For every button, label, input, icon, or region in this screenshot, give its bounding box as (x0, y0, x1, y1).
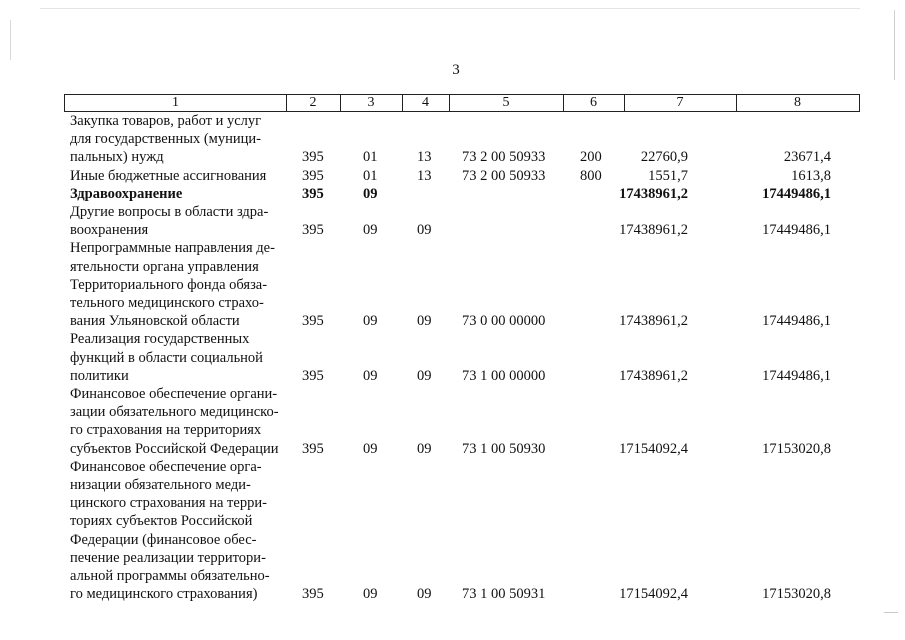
cell-c3: 09 (363, 440, 378, 457)
row-name-line: тельного медицинского страхо- (70, 295, 264, 311)
cell-c4: 13 (417, 149, 432, 166)
row-name-line: для государственных (муници- (70, 131, 261, 148)
cell-c7: 17438961,2 (619, 222, 688, 239)
row-name (70, 167, 282, 185)
row-name-line: зации обязательного медицинско- (70, 404, 279, 421)
row-name-line: вания Ульяновской области (70, 313, 240, 330)
row-name (70, 458, 282, 604)
scan-artifact-top (40, 8, 860, 9)
cell-c8: 17449486,1 (762, 367, 831, 384)
cell-c3: 09 (363, 185, 378, 202)
row-name-line: политики (70, 367, 129, 384)
row-name-line: ятельности органа управления (70, 258, 259, 275)
cell-c2: 395 (302, 313, 324, 330)
row-name (70, 385, 282, 458)
table-row (0, 167, 905, 185)
cell-c2: 395 (302, 149, 324, 166)
row-name-line: низации обязательного меди- (70, 477, 251, 493)
cell-c3: 01 (363, 167, 378, 184)
row-name-line: пальных) нужд (70, 149, 164, 166)
row-name (70, 330, 282, 385)
cell-c4: 09 (417, 586, 432, 603)
cell-c2: 395 (302, 440, 324, 457)
column-header-2: 2 (309, 95, 317, 110)
row-name-line: го медицинского страхования) (70, 586, 258, 603)
cell-c2: 395 (302, 185, 324, 202)
column-header-row (64, 94, 860, 112)
cell-c3: 09 (363, 586, 378, 603)
cell-c8: 17449486,1 (762, 313, 831, 330)
row-name-line: Реализация государственных (70, 331, 250, 348)
table-row (0, 458, 905, 604)
row-name-line: функций в области социальной (70, 349, 263, 366)
row-name-line: Закупка товаров, работ и услуг (70, 113, 262, 129)
scan-artifact-right (894, 10, 895, 80)
table-row (0, 112, 905, 167)
cell-c4: 13 (417, 167, 432, 184)
row-name-line: альной программы обязательно- (70, 568, 270, 585)
cell-c6: 200 (580, 149, 602, 166)
cell-c4: 09 (417, 222, 432, 239)
table-row (0, 185, 905, 203)
cell-c7: 17154092,4 (619, 586, 688, 603)
cell-c2: 395 (302, 367, 324, 384)
cell-c2: 395 (302, 586, 324, 603)
row-name-line: Иные бюджетные ассигнования (70, 167, 267, 184)
row-name (70, 185, 282, 203)
cell-c5: 73 0 00 00000 (462, 313, 546, 330)
cell-c7: 17154092,4 (619, 440, 688, 457)
cell-c7: 17438961,2 (619, 185, 688, 202)
cell-c5: 73 1 00 50930 (462, 440, 546, 457)
scan-artifact-corner (884, 612, 898, 613)
cell-c3: 09 (363, 222, 378, 239)
row-name-line: Другие вопросы в области здра- (70, 204, 269, 220)
row-name-line: Непрограммные направления де- (70, 240, 275, 257)
row-name-line: Территориального фонда обяза- (70, 276, 268, 293)
cell-c7: 17438961,2 (619, 367, 688, 384)
column-header-7: 7 (676, 95, 684, 110)
cell-c6: 800 (580, 167, 602, 184)
cell-c4: 09 (417, 313, 432, 330)
cell-c3: 09 (363, 313, 378, 330)
cell-c4: 09 (417, 367, 432, 384)
row-name-line: ториях субъектов Российской (70, 513, 253, 530)
table-row (0, 239, 905, 330)
cell-c7: 17438961,2 (619, 313, 688, 330)
cell-c7: 22760,9 (640, 149, 688, 166)
cell-c5: 73 2 00 50933 (462, 167, 546, 184)
row-name-line: Финансовое обеспечение органи- (70, 386, 278, 402)
row-name (70, 112, 282, 167)
cell-c5: 73 2 00 50933 (462, 149, 546, 166)
cell-c8: 1613,8 (791, 167, 831, 184)
row-name-line: Федерации (финансовое обес- (70, 531, 257, 548)
column-header-1: 1 (172, 95, 179, 110)
table-row (0, 203, 905, 239)
cell-c3: 09 (363, 367, 378, 384)
cell-c5: 73 1 00 50931 (462, 586, 546, 603)
table-row (0, 385, 905, 458)
column-header-4: 4 (422, 95, 429, 110)
cell-c8: 23671,4 (783, 149, 831, 166)
cell-c2: 395 (302, 167, 324, 184)
column-header-5: 5 (502, 95, 510, 110)
cell-c8: 17449486,1 (762, 185, 831, 202)
column-header-6: 6 (590, 95, 597, 110)
row-name-line: цинского страхования на терри- (70, 495, 267, 512)
row-name-line: субъектов Российской Федерации (70, 440, 279, 457)
row-name (70, 239, 282, 330)
row-name-line: печение реализации территори- (70, 549, 266, 566)
cell-c3: 01 (363, 149, 378, 166)
cell-c8: 17153020,8 (762, 440, 831, 457)
cell-c7: 1551,7 (648, 167, 688, 184)
cell-c8: 17153020,8 (762, 586, 831, 603)
row-name-line: го страхования на территориях (70, 422, 262, 439)
row-name-line: Здравоохранение (70, 185, 183, 202)
row-name-line: воохранения (70, 222, 149, 239)
table-row (0, 330, 905, 385)
cell-c4: 09 (417, 440, 432, 457)
cell-c8: 17449486,1 (762, 222, 831, 239)
column-header-8: 8 (794, 95, 801, 110)
cell-c5: 73 1 00 00000 (462, 367, 546, 384)
row-name (70, 203, 282, 239)
row-name-line: Финансовое обеспечение орга- (70, 458, 262, 475)
page-number: 3 (452, 62, 460, 78)
column-header-3: 3 (367, 95, 375, 110)
cell-c2: 395 (302, 222, 324, 239)
scan-artifact-left (10, 20, 11, 60)
